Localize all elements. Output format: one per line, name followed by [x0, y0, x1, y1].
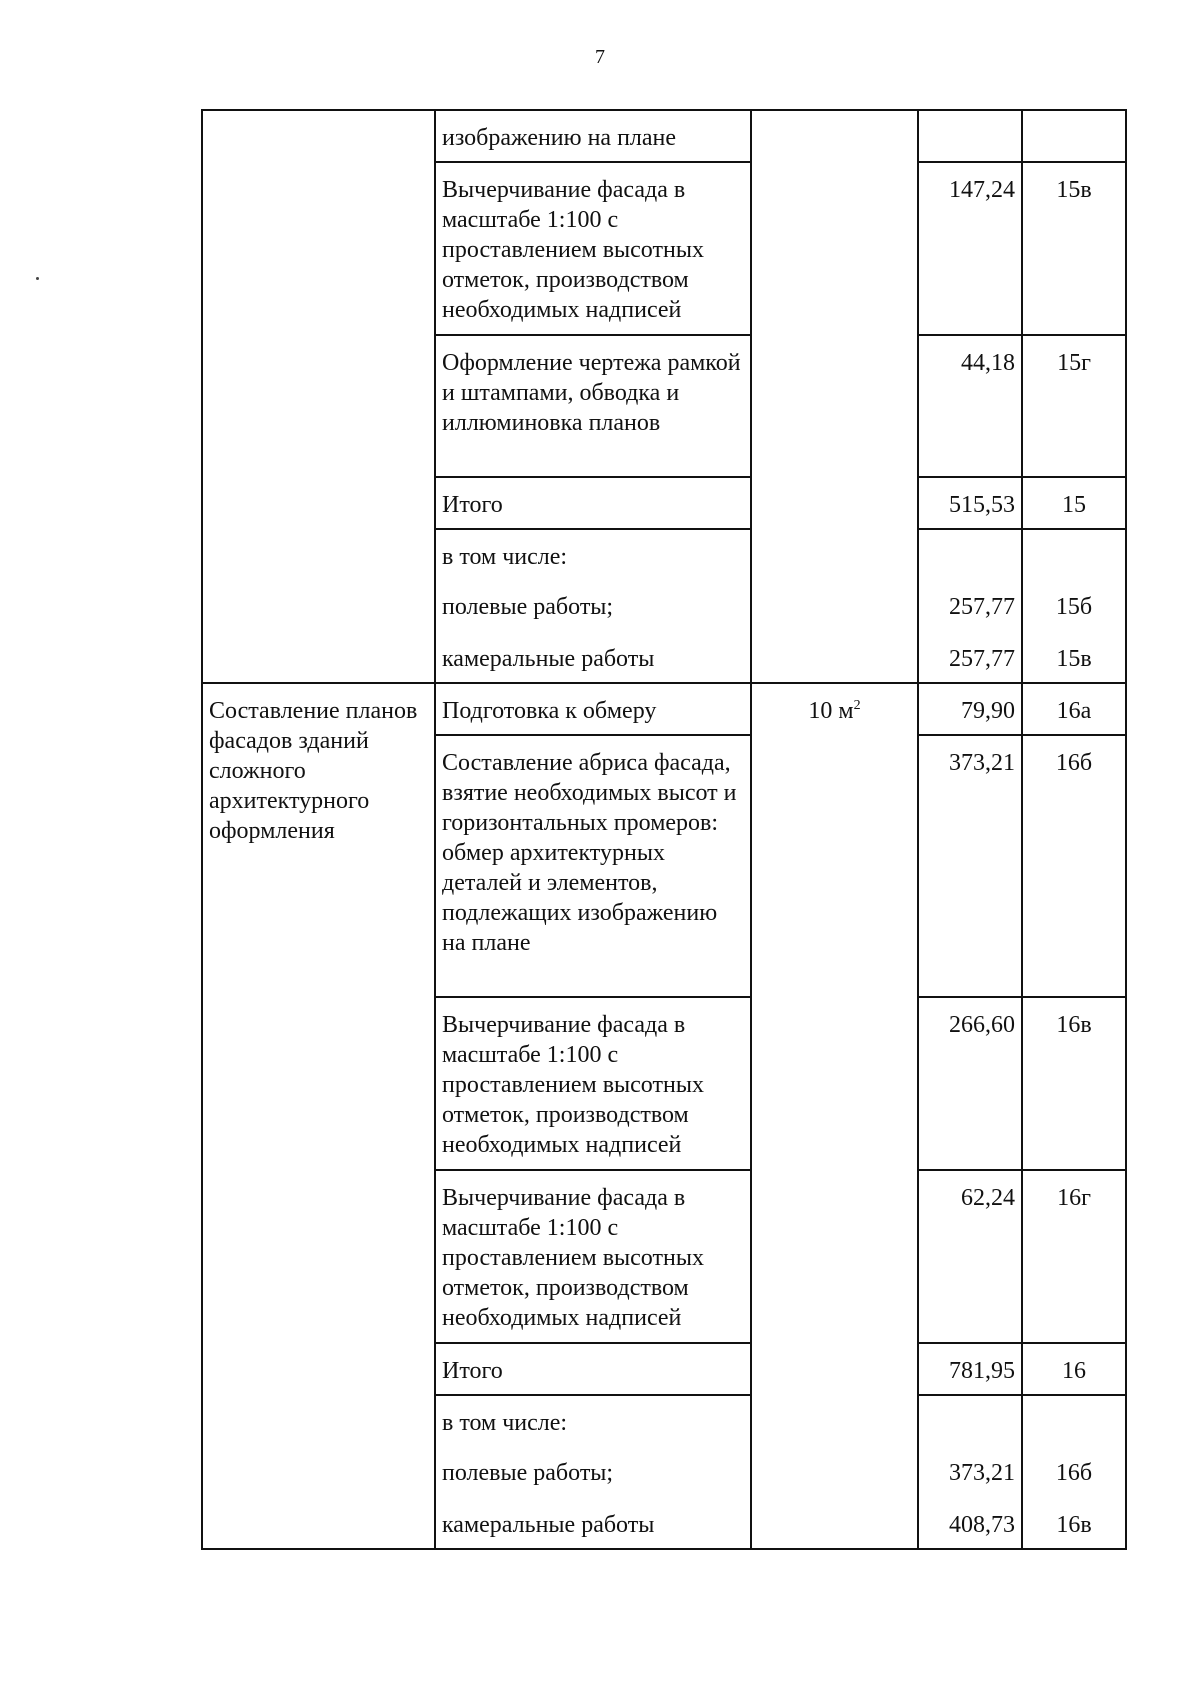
work-cell: Итого — [435, 1343, 751, 1395]
value-cell: 257,77 — [918, 632, 1022, 683]
value-cell: 373,21 — [918, 735, 1022, 997]
group-cell-empty — [202, 110, 435, 683]
code-cell: 15г — [1022, 335, 1126, 477]
work-cell: полевые работы; — [435, 1446, 751, 1498]
work-cell: Составление абриса фасада, взятие необходимых высот и горизонтальных промеров: обмер архитектурных деталей и элементов, подлежащих изображению на плане — [435, 735, 751, 997]
work-cell: Подготовка к обмеру — [435, 683, 751, 735]
code-cell: 16г — [1022, 1170, 1126, 1343]
code-cell: 15 — [1022, 477, 1126, 529]
unit-superscript: 2 — [853, 698, 861, 713]
work-cell: в том числе: — [435, 529, 751, 580]
unit-text: 10 м — [808, 698, 854, 724]
work-cell: Вычерчивание фасада в масштабе 1:100 с проставлением высотных отметок, производством необходимых надписей — [435, 162, 751, 335]
value-cell: 266,60 — [918, 997, 1022, 1170]
code-cell: 15б — [1022, 580, 1126, 632]
value-cell: 373,21 — [918, 1446, 1022, 1498]
scan-speck — [36, 277, 39, 280]
code-cell — [1022, 110, 1126, 162]
work-cell: камеральные работы — [435, 632, 751, 683]
work-cell: полевые работы; — [435, 580, 751, 632]
value-cell: 257,77 — [918, 580, 1022, 632]
code-cell: 15в — [1022, 162, 1126, 335]
value-cell: 408,73 — [918, 1498, 1022, 1549]
value-cell: 147,24 — [918, 162, 1022, 335]
code-cell: 16 — [1022, 1343, 1126, 1395]
code-cell — [1022, 1395, 1126, 1446]
unit-cell — [751, 683, 918, 1549]
code-cell: 15в — [1022, 632, 1126, 683]
group-title: Составление планов фасадов зданий сложного архитектурного оформления — [202, 683, 435, 1549]
table-row — [202, 110, 1126, 162]
table-row — [202, 683, 1126, 735]
value-cell — [918, 110, 1022, 162]
value-cell: 44,18 — [918, 335, 1022, 477]
code-cell: 16в — [1022, 1498, 1126, 1549]
code-cell: 16а — [1022, 683, 1126, 735]
work-cell: Вычерчивание фасада в масштабе 1:100 с проставлением высотных отметок, производством необходимых надписей — [435, 1170, 751, 1343]
value-cell: 515,53 — [918, 477, 1022, 529]
unit-cell-empty — [751, 110, 918, 683]
code-cell: 16в — [1022, 997, 1126, 1170]
code-cell: 16б — [1022, 735, 1126, 997]
work-cell: Вычерчивание фасада в масштабе 1:100 с проставлением высотных отметок, производством необходимых надписей — [435, 997, 751, 1170]
value-cell — [918, 529, 1022, 580]
value-cell: 62,24 — [918, 1170, 1022, 1343]
value-cell — [918, 1395, 1022, 1446]
value-cell: 79,90 — [918, 683, 1022, 735]
work-cell: в том числе: — [435, 1395, 751, 1446]
page-number: 7 — [595, 46, 605, 68]
work-cell: камеральные работы — [435, 1498, 751, 1549]
work-cell: Итого — [435, 477, 751, 529]
value-cell: 781,95 — [918, 1343, 1022, 1395]
work-cell: Оформление чертежа рамкой и штампами, обводка и иллюминовка планов — [435, 335, 751, 477]
code-cell — [1022, 529, 1126, 580]
rates-table — [201, 109, 1127, 1550]
work-cell: изображению на плане — [435, 110, 751, 162]
code-cell: 16б — [1022, 1446, 1126, 1498]
